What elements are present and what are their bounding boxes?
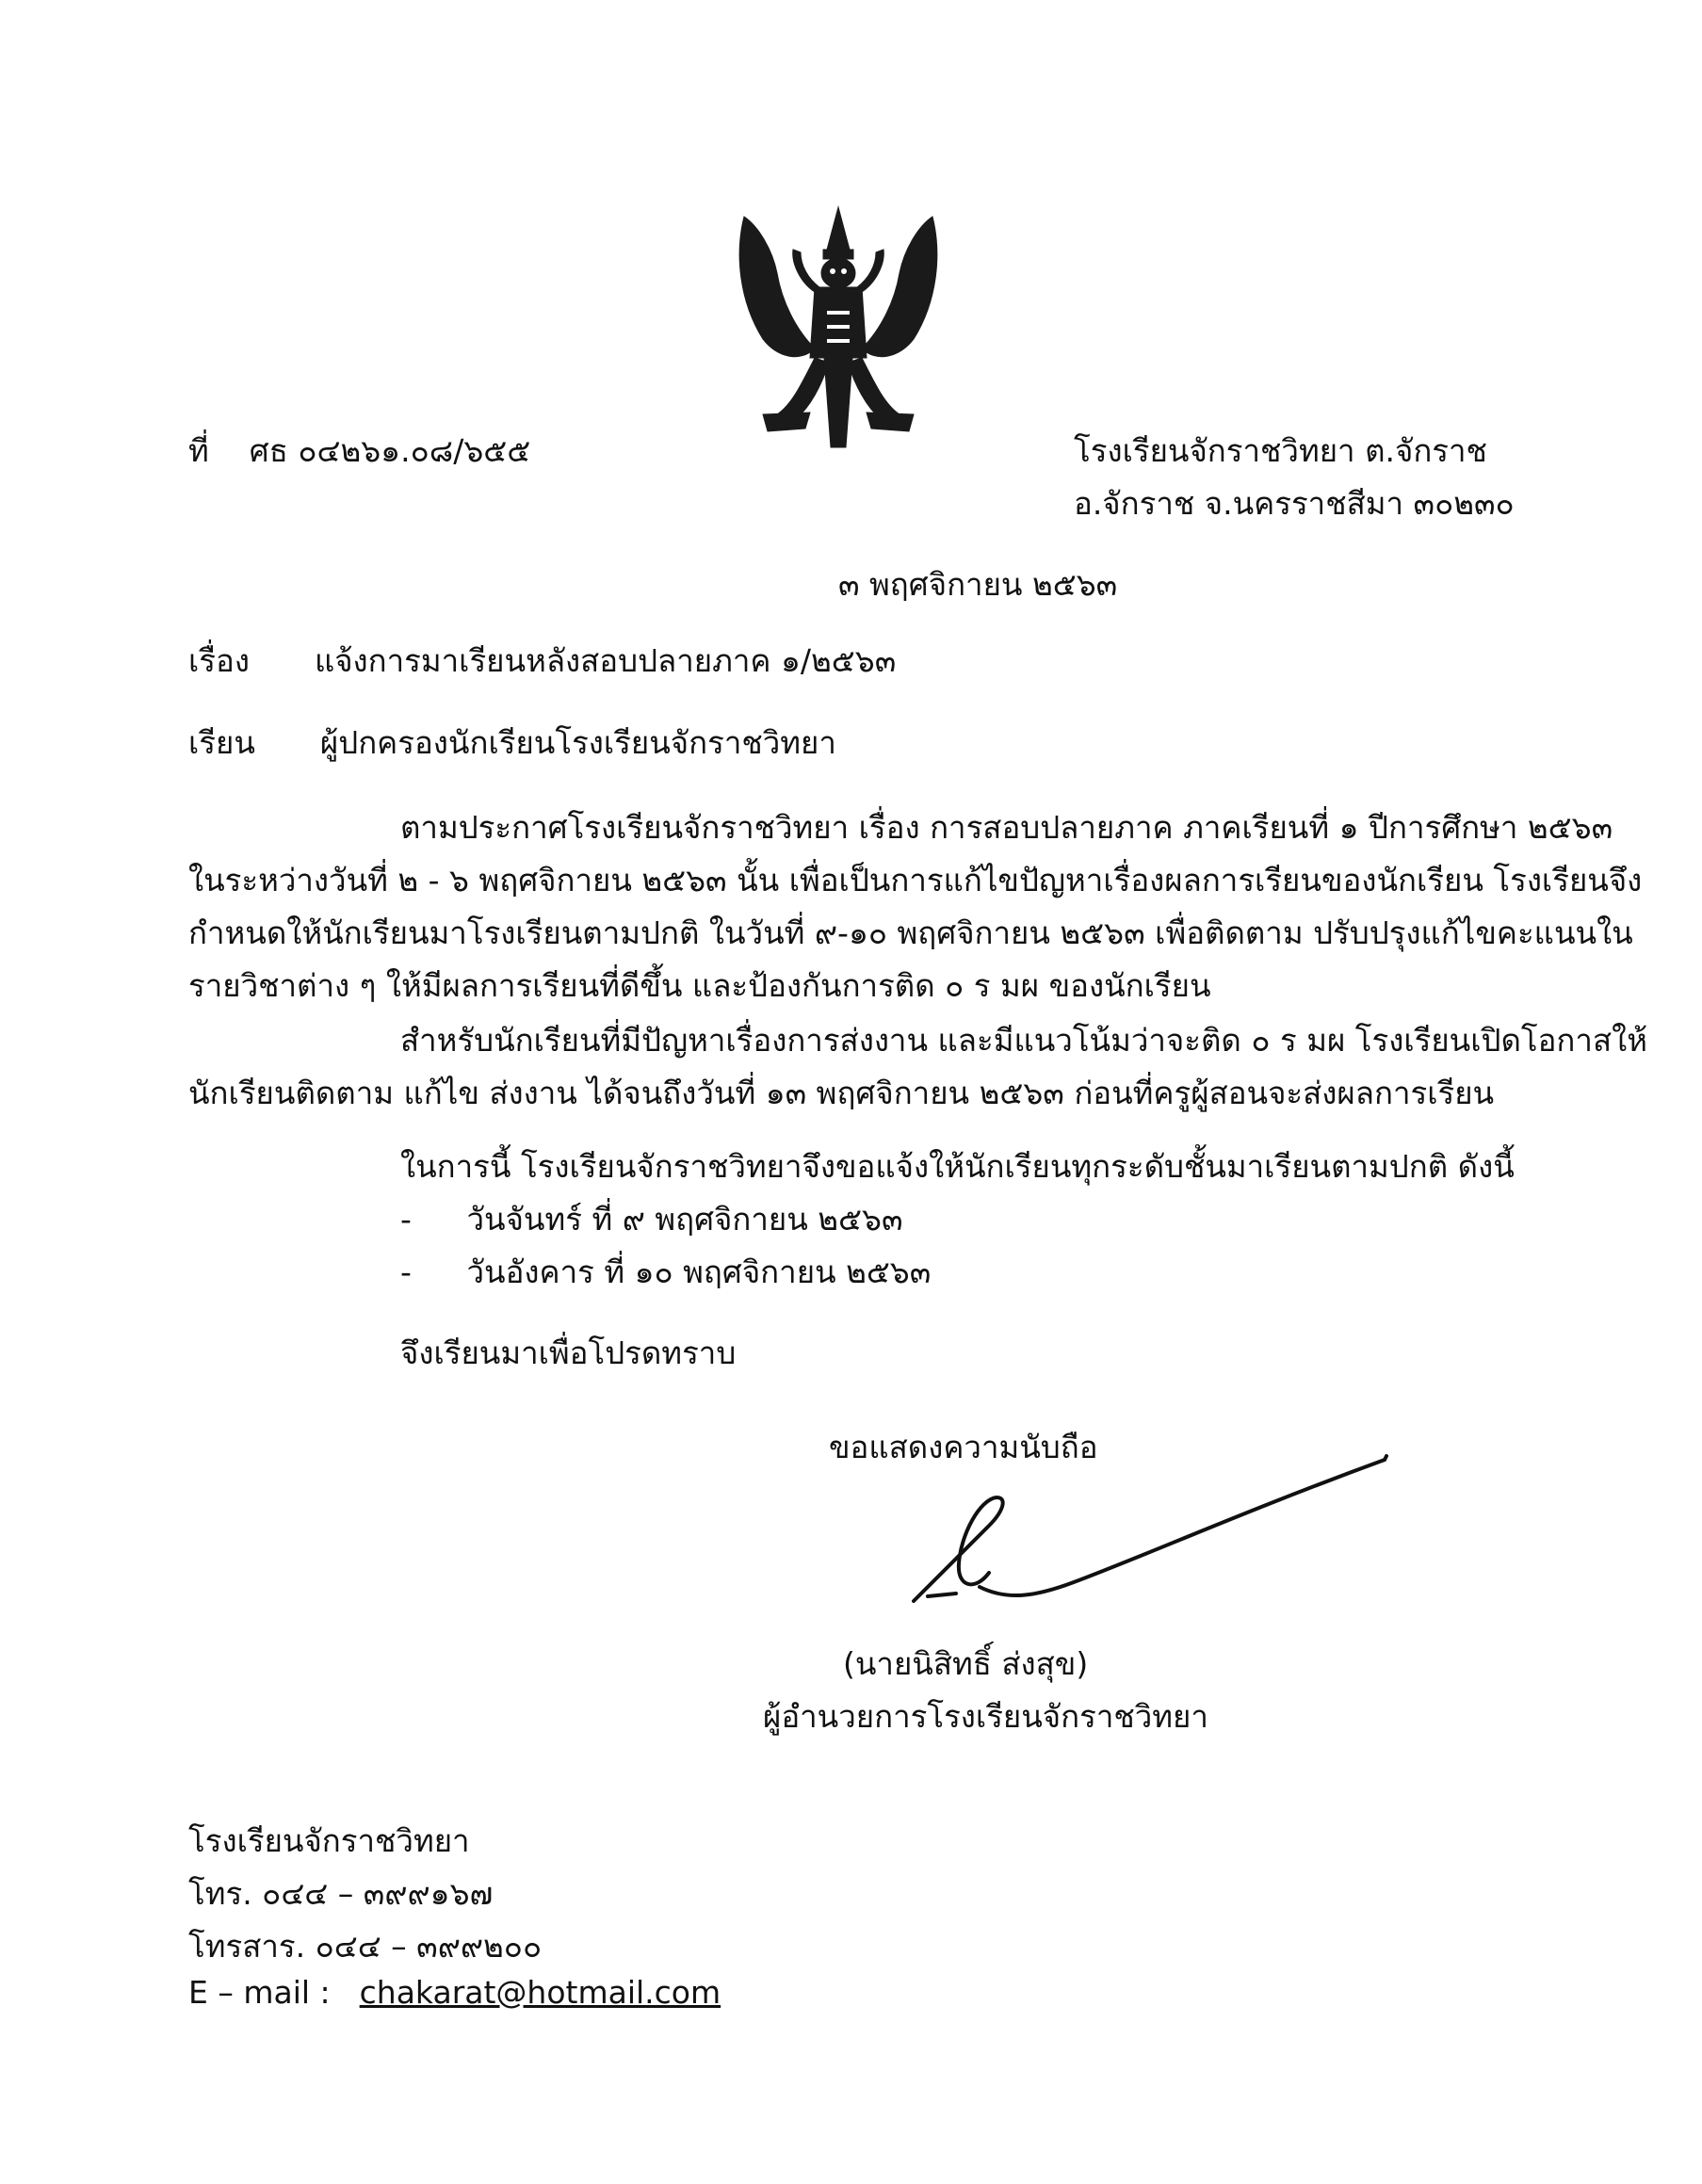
paragraph-3: ในการนี้ โรงเรียนจักราชวิทยาจึงขอแจ้งให้นักเรียนทุกระดับชั้นมาเรียนตามปกติ ดังนี้ (400, 1148, 1515, 1185)
signatory-name: (นายนิสิทธิ์ ส่งสุข) (843, 1645, 1089, 1682)
footer-school: โรงเรียนจักราชวิทยา (188, 1822, 470, 1859)
bullet-marker: - (400, 1254, 412, 1290)
reference-number: ศธ ๐๔๒๖๑.๐๘/๖๕๕ (249, 432, 531, 469)
email-label: E – mail : (188, 1974, 331, 2011)
paragraph-1-line-3: กำหนดให้นักเรียนมาโรงเรียนตามปกติ ในวันที่ ๙-๑๐ พฤศจิกายน ๒๕๖๓ เพื่อติดตาม ปรับปรุงแก้ไขคะแนนใน (188, 914, 1633, 951)
footer-email-line (188, 1974, 721, 2011)
paragraph-2-line-2: นักเรียนติดตาม แก้ไข ส่งงาน ได้จนถึงวันที่ ๑๓ พฤศจิกายน ๒๕๖๓ ก่อนที่ครูผู้สอนจะส่งผลการเรียน (188, 1075, 1495, 1111)
closing-request: จึงเรียนมาเพื่อโปรดทราบ (400, 1335, 737, 1371)
bullet-marker: - (400, 1201, 412, 1238)
paragraph-1-line-4: รายวิชาต่าง ๆ ให้มีผลการเรียนที่ดีขึ้น และป้องกันการติด ๐ ร มผ ของนักเรียน (188, 967, 1211, 1004)
garuda-emblem-icon (725, 198, 951, 461)
subject-text: แจ้งการมาเรียนหลังสอบปลายภาค ๑/๒๕๖๓ (314, 642, 897, 679)
recipient-label: เรียน (188, 724, 255, 761)
list-item (400, 1194, 903, 1244)
paragraph-1-line-2: ในระหว่างวันที่ ๒ - ๖ พฤศจิกายน ๒๕๖๓ นั้น เพื่อเป็นการแก้ไขปัญหาเรื่องผลการเรียนของนักเรียน โรงเรียนจึง (188, 862, 1643, 898)
footer-phone: โทร. ๐๔๔ – ๓๙๙๑๖๗ (188, 1875, 494, 1912)
letter-date: ๓ พฤศจิกายน ๒๕๖๓ (838, 566, 1118, 603)
list-item-text: วันจันทร์ ที่ ๙ พฤศจิกายน ๒๕๖๓ (466, 1201, 903, 1238)
footer-fax: โทรสาร. ๐๔๔ – ๓๙๙๒๐๐ (188, 1928, 543, 1965)
list-item-text: วันอังคาร ที่ ๑๐ พฤศจิกายน ๒๕๖๓ (466, 1254, 932, 1290)
salutation: ขอแสดงความนับถือ (829, 1429, 1098, 1465)
reference-label: ที่ (188, 432, 209, 469)
reference-line (188, 426, 530, 476)
paragraph-2-line-1: สำหรับนักเรียนที่มีปัญหาเรื่องการส่งงาน และมีแนวโน้มว่าจะติด ๐ ร มผ โรงเรียนเปิดโอกาสให้ (400, 1022, 1647, 1059)
email-link[interactable]: chakarat@hotmail.com (359, 1974, 721, 2011)
signatory-position: ผู้อำนวยการโรงเรียนจักราชวิทยา (763, 1698, 1208, 1735)
subject-label: เรื่อง (188, 642, 250, 679)
list-item (400, 1247, 931, 1297)
recipient-line (188, 718, 836, 768)
paragraph-1-line-1: ตามประกาศโรงเรียนจักราชวิทยา เรื่อง การสอบปลายภาค ภาคเรียนที่ ๑ ปีการศึกษา ๒๕๖๓ (400, 809, 1613, 846)
recipient-text: ผู้ปกครองนักเรียนโรงเรียนจักราชวิทยา (319, 724, 836, 761)
handwritten-signature-icon (885, 1422, 1413, 1648)
school-address-line2: อ.จักราช จ.นครราชสีมา ๓๐๒๓๐ (1074, 485, 1515, 522)
school-address-line1: โรงเรียนจักราชวิทยา ต.จักราช (1074, 432, 1487, 469)
subject-line (188, 636, 896, 686)
